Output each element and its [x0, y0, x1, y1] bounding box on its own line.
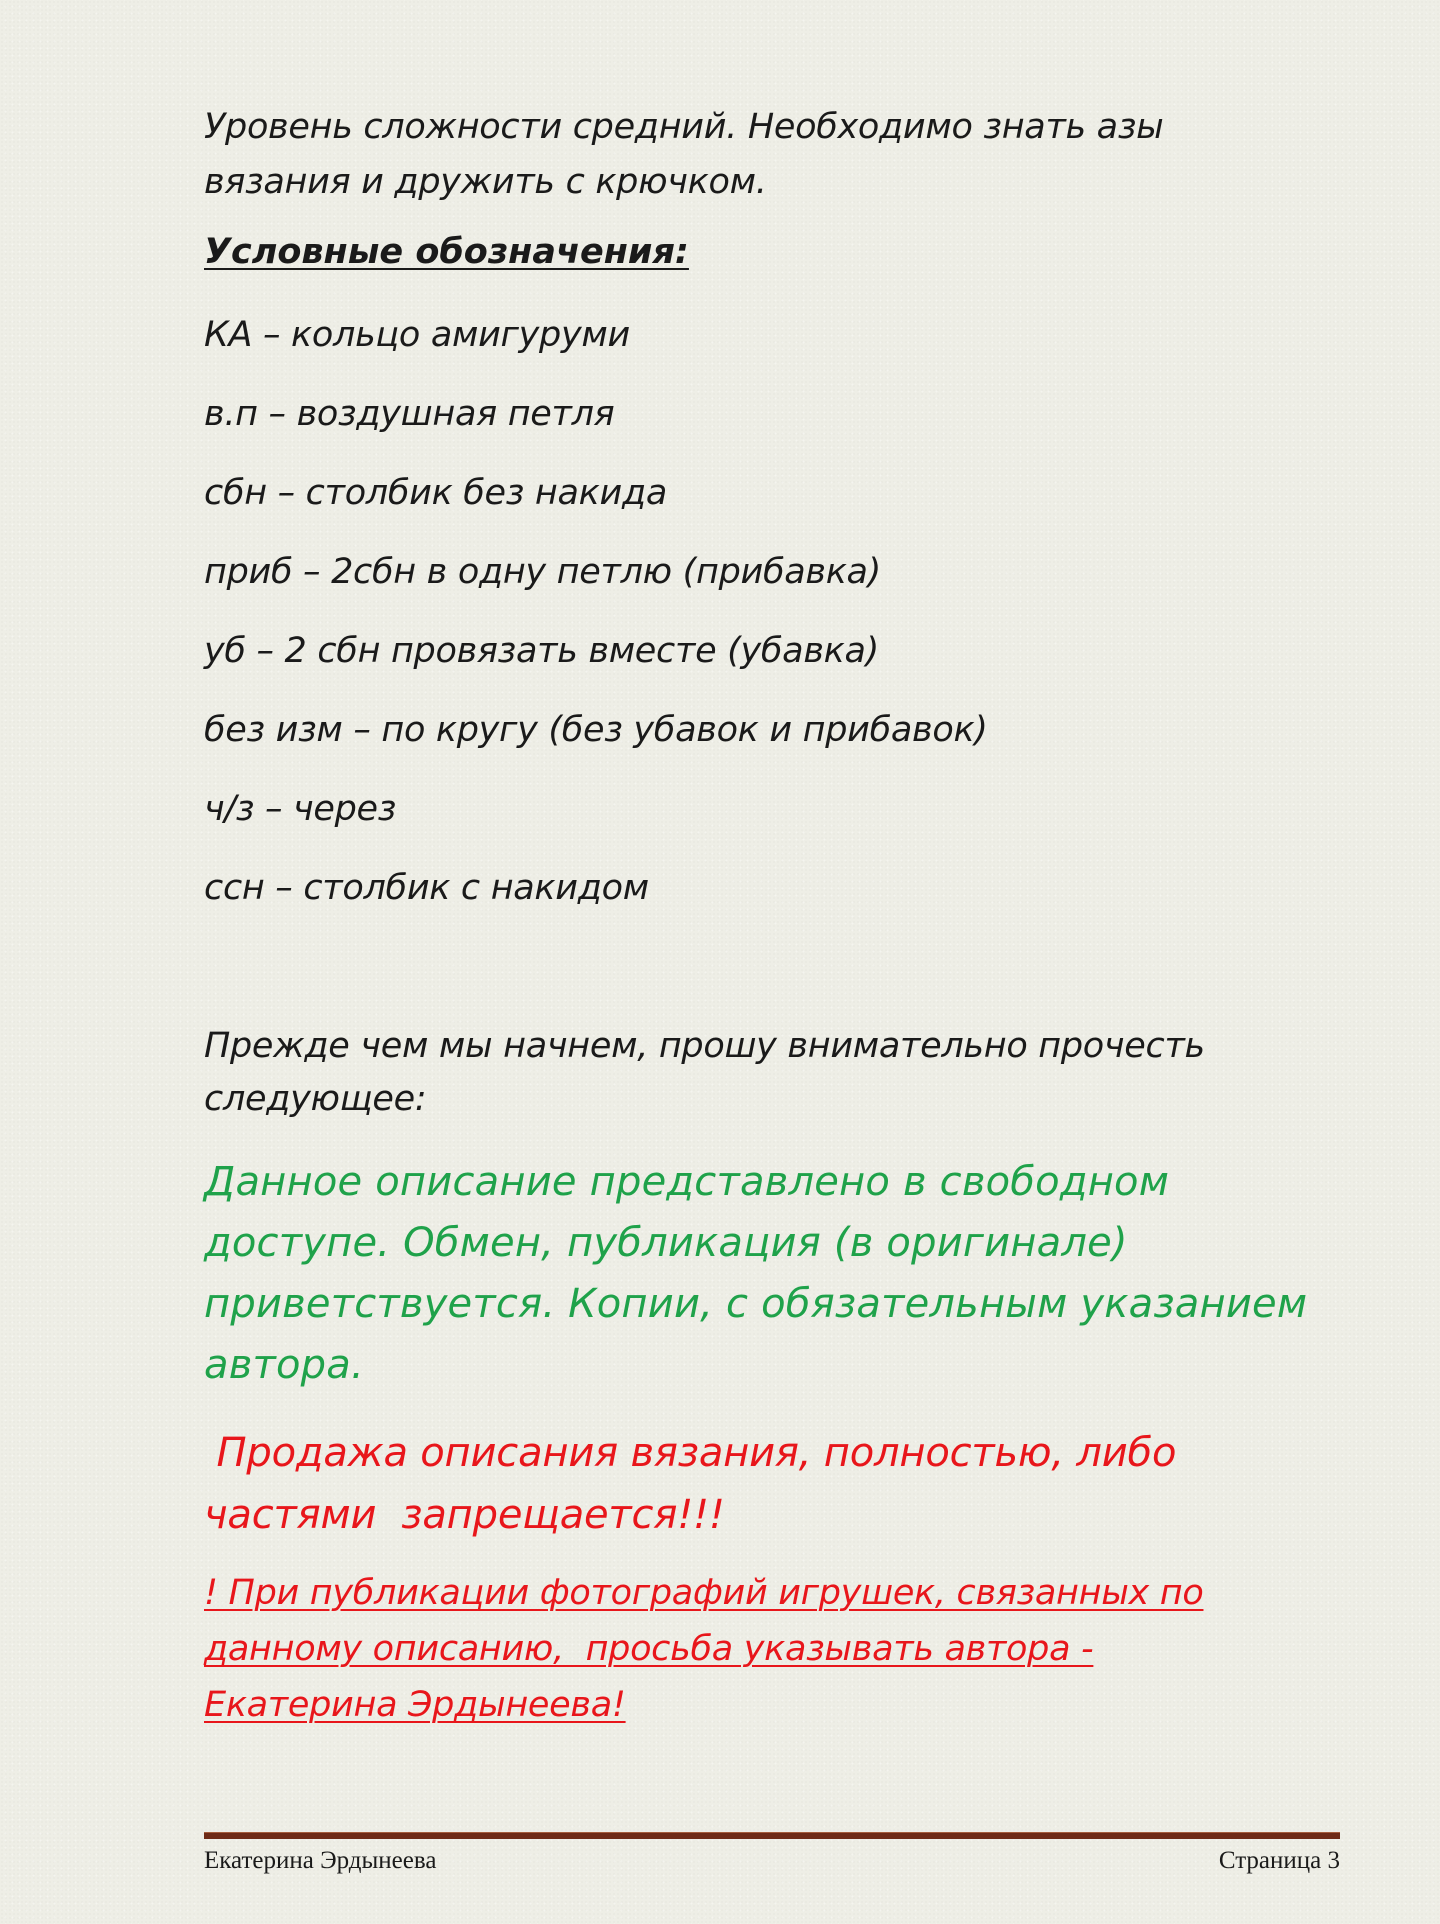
before-start-line-1: Прежде чем мы начнем, прошу внимательно прочесть	[204, 1026, 1205, 1066]
author-credit-line-2: данному описанию, просьба указывать автора -	[204, 1629, 1094, 1669]
legend-item-chz: ч/з – через	[204, 789, 397, 829]
difficulty-line-2: вязания и дружить с крючком.	[204, 162, 767, 202]
legend-item-prib: приб – 2сбн в одну петлю (прибавка)	[204, 552, 882, 592]
document-page	[204, 0, 1344, 1924]
author-credit-notice	[204, 1565, 1203, 1733]
legend-item-ub: уб – 2 сбн провязать вместе (убавка)	[204, 631, 879, 671]
sale-prohibited-notice	[204, 1422, 1176, 1546]
legend-item-vp: в.п – воздушная петля	[204, 394, 615, 434]
free-access-line-3: приветствуется. Копии, с обязательным указанием	[204, 1281, 1308, 1327]
free-access-line-4: автора.	[204, 1342, 364, 1388]
free-access-notice	[204, 1152, 1307, 1396]
before-start-line-2: следующее:	[204, 1079, 427, 1119]
free-access-line-1: Данное описание представлено в свободном	[204, 1159, 1170, 1205]
legend-list	[204, 305, 988, 937]
legend-item-sbn: сбн – столбик без накида	[204, 473, 667, 513]
footer-page-number: Страница 3	[1218, 1847, 1340, 1874]
sale-prohibited-line-2: частями запрещается!!!	[204, 1492, 725, 1538]
legend-item-ka: КА – кольцо амигуруми	[204, 315, 630, 355]
legend-heading: Условные обозначения:	[204, 232, 689, 272]
difficulty-paragraph	[204, 100, 1163, 210]
footer-divider	[204, 1833, 1340, 1839]
sale-prohibited-line-1: Продажа описания вязания, полностью, либо	[204, 1430, 1177, 1476]
difficulty-line-1: Уровень сложности средний. Необходимо знать азы	[204, 107, 1164, 147]
footer-author: Екатерина Эрдынеева	[204, 1847, 437, 1874]
free-access-line-2: доступе. Обмен, публикация (в оригинале)	[204, 1220, 1128, 1266]
author-credit-line-1: ! При публикации фотографий игрушек, связанных по	[204, 1573, 1204, 1613]
author-credit-line-3: Екатерина Эрдынеева!	[204, 1685, 626, 1725]
legend-item-ssn: ссн – столбик с накидом	[204, 868, 649, 908]
before-start-paragraph	[204, 1020, 1205, 1126]
legend-item-bez-izm: без изм – по кругу (без убавок и прибавок)	[204, 710, 988, 750]
